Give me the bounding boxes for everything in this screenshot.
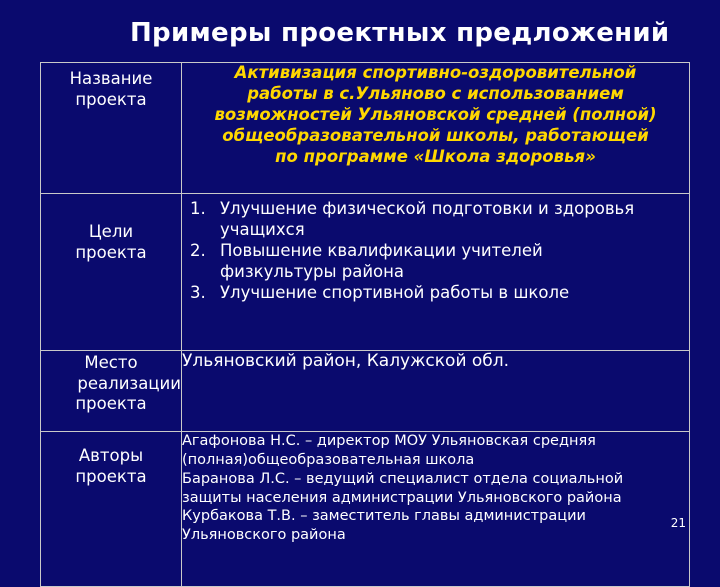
- page-number: 21: [670, 516, 686, 530]
- project-authors-value: Агафонова Н.С. – директор МОУ Ульяновская средняя (полная)общеобразовательная школа Баранова Л.С. – ведущий специалист отдела социальной защиты населения администрации Ульяновского района Курбакова Т.В. – заместитель главы администрации Ульяновского района: [182, 432, 690, 587]
- table-row: [41, 194, 690, 351]
- goals-list: [182, 194, 689, 304]
- table-row: [41, 432, 690, 587]
- list-item: 1. Улучшение физической подготовки и здоровья учащихся: [190, 199, 635, 240]
- table-row: [41, 63, 690, 194]
- label-project-place: Место реализации проекта: [41, 351, 182, 432]
- project-goals-value: [182, 194, 690, 351]
- table-row: [41, 351, 690, 432]
- label-project-goals: Цели проекта: [41, 194, 182, 351]
- label-project-name: Название проекта: [41, 63, 182, 194]
- slide-title: Примеры проектных предложений: [130, 18, 670, 48]
- list-item: 2. Повышение квалификации учителей физкультуры района: [190, 241, 543, 282]
- project-name-value: Активизация спортивно-оздоровительной работы в с.Ульяново с использованием возможностей Ульяновской средней (полной) общеобразовательной школы, работающей по программе «Школа здоровья»: [182, 63, 690, 194]
- label-project-authors: Авторы проекта: [41, 432, 182, 587]
- project-table: [40, 62, 690, 587]
- list-item: 3. Улучшение спортивной работы в школе: [190, 283, 570, 303]
- project-place-value: Ульяновский район, Калужской обл.: [182, 351, 690, 432]
